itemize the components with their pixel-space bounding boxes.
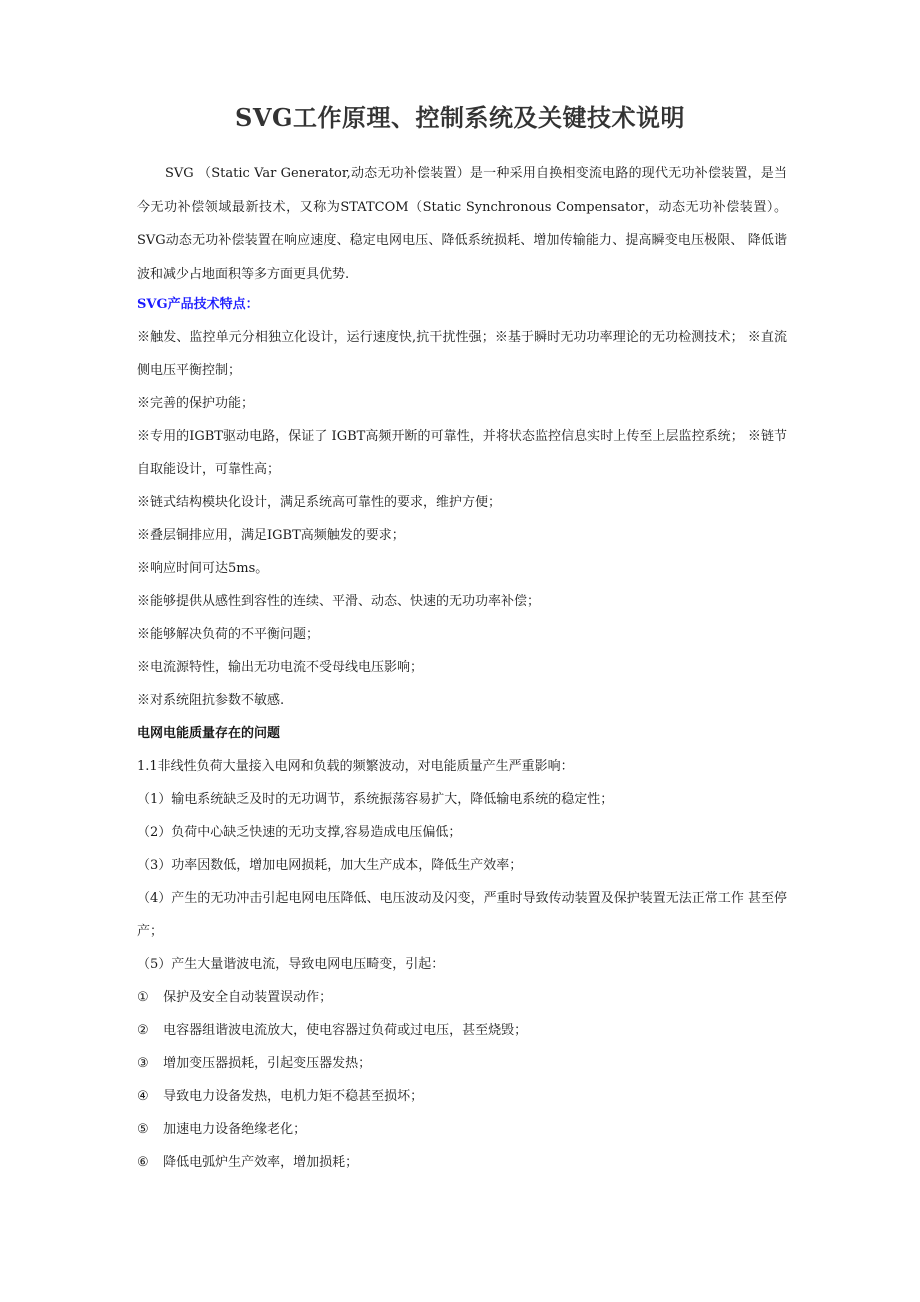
item-marker: ⑥ <box>137 1155 149 1170</box>
item-marker: ① <box>137 990 149 1005</box>
feature-item: ※触发、监控单元分相独立化设计，运行速度快,抗干扰性强；※基于瞬时无功功率理论的无功检测技术； ※直流侧电压平衡控制； <box>137 330 787 378</box>
feature-item: ※能够提供从感性到容性的连续、平滑、动态、快速的无功功率补偿； <box>137 594 541 609</box>
problem-item: （1）输电系统缺乏及时的无功调节，系统振荡容易扩大，降低输电系统的稳定性； <box>137 792 614 807</box>
problems-heading: 电网电能质量存在的问题 <box>137 726 281 741</box>
document-title: SVG工作原理、控制系统及关键技术说明 <box>235 103 685 132</box>
harmonic-effect-item <box>137 981 787 1014</box>
feature-item: ※响应时间可达5ms。 <box>137 561 269 576</box>
feature-item: ※对系统阻抗参数不敏感. <box>137 693 285 708</box>
harmonic-effect-item <box>137 1014 787 1047</box>
feature-item: ※电流源特性，输出无功电流不受母线电压影响； <box>137 660 424 675</box>
feature-item: ※能够解决负荷的不平衡问题； <box>137 627 320 642</box>
item-text: 电容器组谐波电流放大，使电容器过负荷或过电压，甚至烧毁； <box>163 1023 528 1038</box>
item-text: 保护及安全自动装置误动作； <box>163 990 333 1005</box>
problem-item: （2）负荷中心缺乏快速的无功支撑,容易造成电压偏低； <box>137 825 462 840</box>
item-marker: ④ <box>137 1089 149 1104</box>
feature-item: ※链式结构模块化设计，满足系统高可靠性的要求，维护方便； <box>137 495 502 510</box>
item-marker: ⑤ <box>137 1122 149 1137</box>
harmonic-effect-item <box>137 1146 787 1179</box>
item-marker: ③ <box>137 1056 149 1071</box>
problem-item: （4）产生的无功冲击引起电网电压降低、电压波动及闪变，严重时导致传动装置及保护装置无法正常工作 甚至停产； <box>137 891 787 939</box>
item-text: 增加变压器损耗，引起变压器发热； <box>163 1056 372 1071</box>
problem-item: （3）功率因数低，增加电网损耗，加大生产成本，降低生产效率； <box>137 858 523 873</box>
feature-item: ※完善的保护功能； <box>137 396 255 411</box>
item-text: 导致电力设备发热，电机力矩不稳甚至损坏； <box>163 1089 424 1104</box>
feature-item: ※专用的IGBT驱动电路，保证了 IGBT高频开断的可靠性，并将状态监控信息实时上传至上层监控系统； ※链节自取能设计，可靠性高； <box>137 429 787 477</box>
feature-item: ※叠层铜排应用，满足IGBT高频触发的要求； <box>137 528 405 543</box>
harmonic-effect-item <box>137 1080 787 1113</box>
item-marker: ② <box>137 1023 149 1038</box>
intro-paragraph: SVG （Static Var Generator,动态无功补偿装置）是一种采用自换相变流电路的现代无功补偿装置，是当 今无功补偿领域最新技术，又称为STATCOM（Static Synchronous Compensator，动态无功补偿装置）。 SVG动态无功补偿装置在响应速度、稳定电网电压、降低系统损耗、增加传输能力、提高瞬变电压极限、 降低谐波和减少占地面积等多方面更具优势. <box>137 166 787 282</box>
problem-item: （5）产生大量谐波电流，导致电网电压畸变，引起： <box>137 957 445 972</box>
features-heading: SVG产品技术特点： <box>137 297 259 312</box>
harmonic-effect-item <box>137 1047 787 1080</box>
harmonic-effect-item <box>137 1113 787 1146</box>
problems-intro: 1.1非线性负荷大量接入电网和负载的频繁波动，对电能质量产生严重影响： <box>137 759 574 774</box>
document-body <box>137 288 787 1179</box>
item-text: 加速电力设备绝缘老化； <box>163 1122 307 1137</box>
item-text: 降低电弧炉生产效率，增加损耗； <box>163 1155 359 1170</box>
